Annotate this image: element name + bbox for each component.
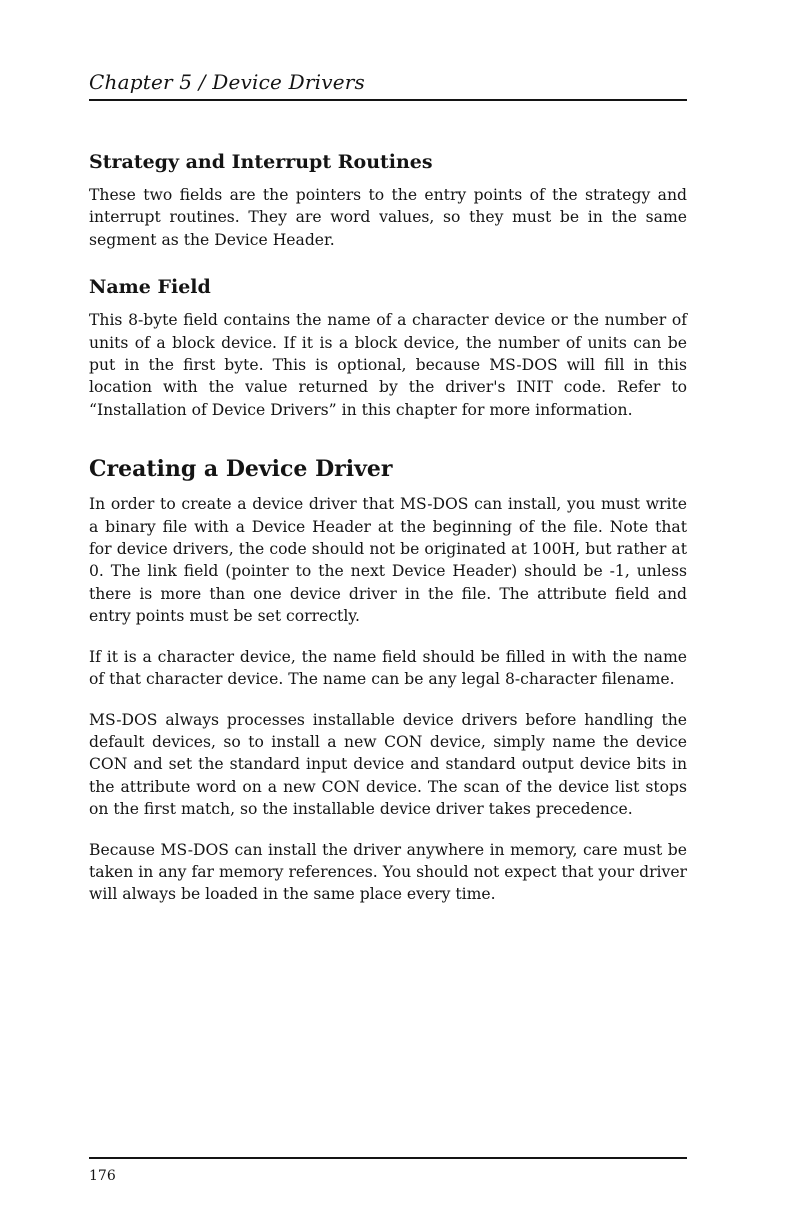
heading-strategy-interrupt: Strategy and Interrupt Routines bbox=[89, 151, 433, 173]
page-number: 176 bbox=[89, 1168, 116, 1184]
paragraph-creating-1: In order to create a device driver that MS-DOS can install, you must write a binary file with a Device Header at the beginning of the file. Note that for device drivers, the code should not be originated at 100H, but rather at 0. The link field (pointer to the next Device Header) should be -1, unless there is more than one device driver in the file. The attribute field and entry points must be set correctly. bbox=[89, 495, 687, 626]
heading-creating-device-driver: Creating a Device Driver bbox=[89, 456, 393, 483]
paragraph-creating-3: MS-DOS always processes installable device drivers before handling the default devices, so to install a new CON device, simply name the device CON and set the standard input device and standard output device bits in the attribute word on a new CON device. The scan of the device list stops on the first match, so the installable device driver takes precedence. bbox=[89, 710, 687, 819]
page-body bbox=[89, 148, 687, 924]
paragraph-strategy: These two fields are the pointers to the entry points of the strategy and interrupt routines. They are word values, so they must be in the same segment as the Device Header. bbox=[89, 186, 687, 249]
heading-name-field: Name Field bbox=[89, 276, 211, 299]
paragraph-creating-2: If it is a character device, the name field should be filled in with the name of that character device. The name can be any legal 8-character filename. bbox=[89, 647, 687, 689]
header-rule bbox=[89, 99, 687, 101]
paragraph-name-field: This 8-byte field contains the name of a character device or the number of units of a block device. If it is a block device, the number of units can be put in the first byte. This is optional, because MS-DOS will fill in this location with the value returned by the driver's INIT code. Refer to “Installation of Device Drivers” in this chapter for more information. bbox=[89, 311, 687, 419]
running-head: Chapter 5 / Device Drivers bbox=[89, 70, 365, 94]
paragraph-creating-4: Because MS-DOS can install the driver anywhere in memory, care must be taken in any far memory references. You should not expect that your driver will always be loaded in the same place every time. bbox=[89, 840, 687, 904]
footer-rule bbox=[89, 1157, 687, 1159]
